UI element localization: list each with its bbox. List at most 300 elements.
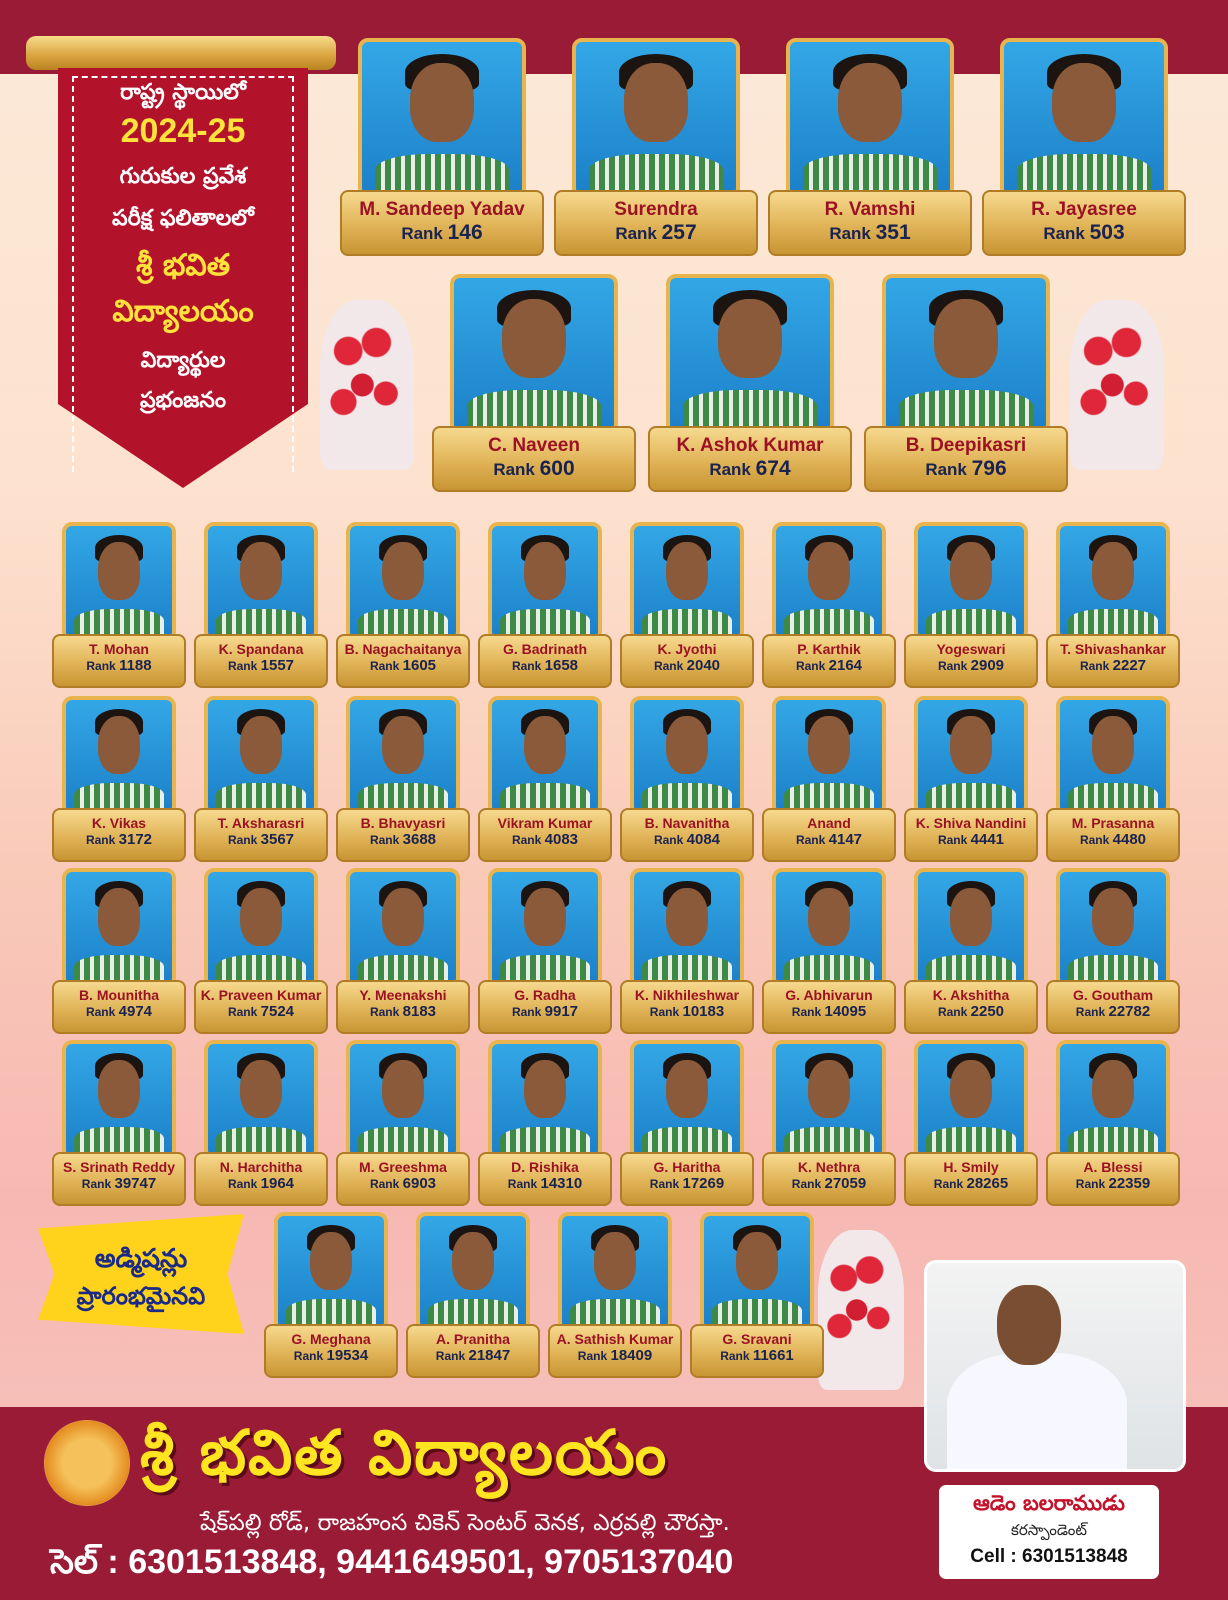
- rank-label: Rank: [1075, 1005, 1106, 1019]
- rank-value: 600: [539, 457, 575, 480]
- student-name: M. Sandeep Yadav: [359, 199, 525, 220]
- rank-label: Rank: [511, 659, 542, 673]
- name-plate: [336, 980, 470, 1034]
- portrait-shirt: [803, 154, 937, 194]
- rank-label: Rank: [925, 460, 967, 479]
- portrait-head: [240, 888, 282, 946]
- name-plate: [264, 1324, 398, 1378]
- portrait-head: [410, 63, 474, 142]
- portrait-head: [382, 1060, 424, 1118]
- name-plate: [478, 634, 612, 688]
- student-name: A. Sathish Kumar: [556, 1331, 674, 1347]
- name-plate: [620, 808, 754, 862]
- student-rank: [984, 221, 1184, 245]
- name-plate: [336, 1152, 470, 1206]
- student-name: K. Ashok Kumar: [676, 435, 824, 456]
- student-name: B. Deepikasri: [905, 435, 1027, 456]
- student-rank: [480, 657, 610, 674]
- rank-value: 257: [661, 221, 697, 244]
- rank-value: 28265: [966, 1175, 1009, 1192]
- student-name: Y. Meenakshi: [359, 987, 447, 1003]
- student-rank: [196, 1003, 326, 1020]
- rank-label: Rank: [649, 1177, 680, 1191]
- school-address: షేక్‌పల్లి రోడ్, రాజహంస చికెన్ సెంటర్ వెనక, ఎర్రవల్లి చౌరస్తా.: [200, 1510, 730, 1536]
- portrait-head: [240, 1060, 282, 1118]
- portrait-head: [502, 299, 566, 378]
- scroll-ornament: [26, 36, 336, 70]
- rank-label: Rank: [369, 659, 400, 673]
- student-name: R. Jayasree: [1031, 199, 1137, 220]
- student-name: H. Smily: [943, 1159, 999, 1175]
- rank-value: 27059: [824, 1175, 867, 1192]
- portrait-head: [594, 1232, 636, 1290]
- student-rank: [550, 1347, 680, 1364]
- name-plate: [340, 190, 544, 256]
- name-plate: [52, 808, 186, 862]
- rank-label: Rank: [1075, 1177, 1106, 1191]
- student-rank: [1048, 831, 1178, 848]
- student-photo: [346, 696, 460, 816]
- school-name: శ్రీ భవిత విద్యాలయం: [140, 1416, 669, 1489]
- rank-value: 14095: [824, 1003, 867, 1020]
- student-photo: [358, 38, 526, 198]
- portrait-head: [98, 716, 140, 774]
- student-rank: [480, 1003, 610, 1020]
- student-rank: [764, 1175, 894, 1192]
- student-photo: [204, 522, 318, 642]
- rank-label: Rank: [577, 1349, 608, 1363]
- rank-value: 19534: [326, 1347, 369, 1364]
- rank-value: 11661: [752, 1347, 794, 1364]
- portrait-head: [382, 716, 424, 774]
- rank-label: Rank: [791, 1177, 822, 1191]
- student-photo: [1000, 38, 1168, 198]
- rank-value: 4441: [970, 831, 1005, 848]
- student-name: B. Bhavyasri: [360, 815, 446, 831]
- student-rank: [866, 457, 1066, 481]
- student-name: A. Pranitha: [436, 1331, 510, 1347]
- rank-value: 4147: [828, 831, 863, 848]
- rank-value: 2164: [828, 657, 863, 674]
- student-name: N. Harchitha: [219, 1159, 303, 1175]
- student-photo: [772, 868, 886, 988]
- portrait-head: [1092, 888, 1134, 946]
- name-plate: [478, 808, 612, 862]
- portrait-head: [808, 542, 850, 600]
- portrait-shirt: [683, 390, 817, 430]
- student-name: C. Naveen: [488, 435, 580, 456]
- rank-value: 2227: [1112, 657, 1147, 674]
- portrait-head: [1092, 716, 1134, 774]
- student-rank: [434, 457, 634, 481]
- name-plate: [762, 808, 896, 862]
- student-rank: [338, 1003, 468, 1020]
- name-plate: [432, 426, 636, 492]
- rank-value: 503: [1089, 221, 1125, 244]
- student-rank: [338, 657, 468, 674]
- student-photo: [416, 1212, 530, 1332]
- student-rank: [906, 657, 1036, 674]
- rank-label: Rank: [227, 1005, 258, 1019]
- student-name: B. Nagachaitanya: [344, 641, 462, 657]
- student-photo: [1056, 522, 1170, 642]
- rank-label: Rank: [86, 659, 116, 673]
- rank-value: 10183: [682, 1003, 725, 1020]
- student-name: K. Nikhileshwar: [634, 987, 740, 1003]
- rank-label: Rank: [937, 833, 968, 847]
- student-name: Anand: [807, 815, 851, 831]
- student-name: T. Mohan: [89, 641, 149, 657]
- student-rank: [622, 1003, 752, 1020]
- portrait-head: [808, 1060, 850, 1118]
- student-photo: [62, 696, 176, 816]
- rank-value: 39747: [114, 1175, 157, 1192]
- correspondent-photo: [924, 1260, 1186, 1472]
- student-rank: [764, 831, 894, 848]
- student-name: A. Blessi: [1083, 1159, 1143, 1175]
- rank-label: Rank: [85, 1005, 116, 1019]
- rank-label: Rank: [653, 833, 684, 847]
- student-photo: [558, 1212, 672, 1332]
- student-name: Yogeswari: [936, 641, 1006, 657]
- rank-label: Rank: [401, 224, 443, 243]
- saraswati-logo: [44, 1420, 130, 1506]
- rank-value: 22359: [1108, 1175, 1151, 1192]
- portrait-head: [524, 716, 566, 774]
- correspondent-box: [936, 1482, 1162, 1582]
- name-plate: [1046, 808, 1180, 862]
- name-plate: [620, 634, 754, 688]
- portrait-head: [524, 888, 566, 946]
- portrait-shirt: [589, 154, 723, 194]
- student-name: B. Navanitha: [644, 815, 730, 831]
- student-name: S. Srinath Reddy: [62, 1159, 176, 1175]
- student-photo: [914, 868, 1028, 988]
- student-rank: [906, 831, 1036, 848]
- portrait-head: [524, 1060, 566, 1118]
- rank-label: Rank: [369, 1005, 400, 1019]
- rank-value: 3688: [402, 831, 437, 848]
- student-name: T. Aksharasri: [217, 815, 305, 831]
- student-photo: [630, 868, 744, 988]
- student-photo: [700, 1212, 814, 1332]
- rank-value: 3567: [260, 831, 295, 848]
- rank-label: Rank: [511, 1005, 542, 1019]
- student-rank: [480, 1175, 610, 1192]
- student-photo: [62, 868, 176, 988]
- student-photo: [488, 522, 602, 642]
- student-rank: [54, 1003, 184, 1020]
- name-plate: [904, 808, 1038, 862]
- bouquet-bottom: [818, 1230, 904, 1390]
- name-plate: [406, 1324, 540, 1378]
- rank-label: Rank: [81, 1177, 112, 1191]
- name-plate: [620, 1152, 754, 1206]
- rank-label: Rank: [227, 1177, 258, 1191]
- name-plate: [648, 426, 852, 492]
- portrait-head: [736, 1232, 778, 1290]
- rank-label: Rank: [1079, 659, 1110, 673]
- student-rank: [1048, 1175, 1178, 1192]
- bouquet-right: [1070, 300, 1164, 470]
- portrait-head: [666, 542, 708, 600]
- student-name: G. Meghana: [291, 1331, 371, 1347]
- correspondent-name: ఆడెం బలరాముడు: [973, 1491, 1125, 1515]
- student-name: G. Sravani: [722, 1331, 792, 1347]
- name-plate: [762, 634, 896, 688]
- rank-value: 4480: [1112, 831, 1147, 848]
- student-rank: [622, 831, 752, 848]
- banner-line-storm: ప్రభంజనం: [140, 388, 226, 413]
- name-plate: [478, 1152, 612, 1206]
- portrait-head: [382, 888, 424, 946]
- student-photo: [488, 868, 602, 988]
- student-rank: [650, 457, 850, 481]
- rank-label: Rank: [933, 1177, 964, 1191]
- student-photo: [914, 696, 1028, 816]
- rank-value: 2250: [970, 1003, 1005, 1020]
- rank-label: Rank: [85, 833, 116, 847]
- rank-value: 8183: [402, 1003, 437, 1020]
- name-plate: [336, 808, 470, 862]
- portrait-head: [666, 1060, 708, 1118]
- rank-value: 1557: [260, 657, 295, 674]
- name-plate: [194, 808, 328, 862]
- student-rank: [764, 657, 894, 674]
- student-rank: [480, 831, 610, 848]
- rank-value: 7524: [260, 1003, 295, 1020]
- student-rank: [622, 657, 752, 674]
- portrait-head: [950, 716, 992, 774]
- student-photo: [914, 522, 1028, 642]
- portrait-head: [950, 542, 992, 600]
- rank-value: 4084: [686, 831, 721, 848]
- student-photo: [666, 274, 834, 434]
- correspondent-figure-body: [947, 1353, 1127, 1472]
- name-plate: [52, 980, 186, 1034]
- student-photo: [346, 868, 460, 988]
- student-photo: [786, 38, 954, 198]
- name-plate: [904, 634, 1038, 688]
- rank-value: 6903: [402, 1175, 437, 1192]
- student-photo: [882, 274, 1050, 434]
- student-photo: [630, 696, 744, 816]
- portrait-head: [98, 888, 140, 946]
- student-rank: [342, 221, 542, 245]
- student-rank: [54, 1175, 184, 1192]
- rank-value: 1605: [402, 657, 437, 674]
- rank-label: Rank: [653, 659, 684, 673]
- rank-label: Rank: [937, 659, 968, 673]
- admissions-line-1: అడ్మిషన్లు: [94, 1244, 188, 1274]
- portrait-head: [524, 542, 566, 600]
- portrait-head: [808, 716, 850, 774]
- student-name: K. Akshitha: [932, 987, 1010, 1003]
- name-plate: [762, 980, 896, 1034]
- student-rank: [408, 1347, 538, 1364]
- rank-label: Rank: [795, 659, 826, 673]
- student-name: Vikram Kumar: [497, 815, 593, 831]
- rank-value: 9917: [544, 1003, 579, 1020]
- student-photo: [488, 696, 602, 816]
- rank-label: Rank: [493, 460, 535, 479]
- name-plate: [52, 634, 186, 688]
- student-photo: [1056, 696, 1170, 816]
- rank-label: Rank: [369, 1177, 400, 1191]
- student-rank: [692, 1347, 822, 1364]
- name-plate: [554, 190, 758, 256]
- rank-value: 17269: [682, 1175, 725, 1192]
- student-name: G. Goutham: [1072, 987, 1154, 1003]
- name-plate: [1046, 1152, 1180, 1206]
- name-plate: [52, 1152, 186, 1206]
- student-name: K. Spandana: [218, 641, 304, 657]
- portrait-head: [452, 1232, 494, 1290]
- student-photo: [630, 1040, 744, 1160]
- student-photo: [1056, 1040, 1170, 1160]
- student-name: D. Rishika: [511, 1159, 579, 1175]
- portrait-head: [808, 888, 850, 946]
- student-rank: [196, 1175, 326, 1192]
- student-photo: [204, 868, 318, 988]
- student-rank: [764, 1003, 894, 1020]
- rank-value: 18409: [610, 1347, 653, 1364]
- rank-label: Rank: [369, 833, 400, 847]
- student-rank: [906, 1175, 1036, 1192]
- student-photo: [450, 274, 618, 434]
- rank-value: 4083: [544, 831, 579, 848]
- student-rank: [1048, 657, 1178, 674]
- banner-line-results: పరీక్ష ఫలితాలలో: [112, 206, 254, 231]
- student-name: K. Jyothi: [657, 641, 717, 657]
- student-name: P. Karthik: [797, 641, 861, 657]
- rank-value: 22782: [1108, 1003, 1151, 1020]
- correspondent-role: కరస్పాండెంట్: [1011, 1521, 1087, 1539]
- portrait-head: [624, 63, 688, 142]
- banner-school-name-1: శ్రీ భవిత: [135, 248, 231, 283]
- student-photo: [204, 1040, 318, 1160]
- banner-year: 2024-25: [120, 112, 246, 150]
- portrait-head: [838, 63, 902, 142]
- student-photo: [346, 522, 460, 642]
- name-plate: [548, 1324, 682, 1378]
- name-plate: [904, 980, 1038, 1034]
- rank-label: Rank: [1079, 833, 1110, 847]
- student-rank: [196, 657, 326, 674]
- rank-label: Rank: [709, 460, 751, 479]
- student-rank: [556, 221, 756, 245]
- student-rank: [266, 1347, 396, 1364]
- name-plate: [1046, 634, 1180, 688]
- student-name: M. Prasanna: [1071, 815, 1155, 831]
- student-name: R. Vamshi: [824, 199, 916, 220]
- name-plate: [194, 634, 328, 688]
- name-plate: [194, 1152, 328, 1206]
- rank-label: Rank: [795, 833, 826, 847]
- portrait-head: [240, 716, 282, 774]
- banner-school-name-2: విద్యాలయం: [112, 294, 254, 329]
- student-name: G. Radha: [514, 987, 576, 1003]
- student-name: G. Abhivarun: [785, 987, 873, 1003]
- student-photo: [274, 1212, 388, 1332]
- rank-label: Rank: [511, 833, 542, 847]
- portrait-head: [950, 1060, 992, 1118]
- student-rank: [1048, 1003, 1178, 1020]
- student-photo: [1056, 868, 1170, 988]
- student-photo: [772, 522, 886, 642]
- student-photo: [772, 696, 886, 816]
- rank-label: Rank: [937, 1005, 968, 1019]
- student-photo: [62, 1040, 176, 1160]
- student-photo: [488, 1040, 602, 1160]
- name-plate: [762, 1152, 896, 1206]
- portrait-head: [934, 299, 998, 378]
- rank-label: Rank: [791, 1005, 822, 1019]
- student-photo: [572, 38, 740, 198]
- bouquet-left: [320, 300, 414, 470]
- portrait-head: [382, 542, 424, 600]
- portrait-head: [310, 1232, 352, 1290]
- portrait-head: [718, 299, 782, 378]
- rank-value: 1188: [119, 657, 152, 674]
- rank-label: Rank: [293, 1349, 324, 1363]
- rank-label: Rank: [227, 659, 258, 673]
- name-plate: [982, 190, 1186, 256]
- name-plate: [768, 190, 972, 256]
- student-photo: [62, 522, 176, 642]
- rank-label: Rank: [435, 1349, 466, 1363]
- student-name: G. Badrinath: [502, 641, 587, 657]
- name-plate: [478, 980, 612, 1034]
- phone-numbers: సెల్ : 6301513848, 9441649501, 9705137040: [50, 1543, 734, 1581]
- rank-value: 21847: [468, 1347, 511, 1364]
- student-photo: [772, 1040, 886, 1160]
- rank-label: Rank: [1043, 224, 1085, 243]
- rank-label: Rank: [507, 1177, 538, 1191]
- correspondent-cell: Cell : 6301513848: [970, 1546, 1128, 1567]
- rank-label: Rank: [649, 1005, 680, 1019]
- student-rank: [54, 657, 184, 674]
- admissions-line-2: ప్రారంభమైనవి: [76, 1282, 206, 1310]
- name-plate: [620, 980, 754, 1034]
- student-name: Surendra: [614, 199, 698, 220]
- student-rank: [770, 221, 970, 245]
- rank-value: 674: [755, 457, 791, 480]
- portrait-shirt: [375, 154, 509, 194]
- portrait-head: [98, 542, 140, 600]
- rank-value: 3172: [118, 831, 153, 848]
- rank-label: Rank: [615, 224, 657, 243]
- rank-value: 1658: [544, 657, 579, 674]
- student-name: K. Praveen Kumar: [200, 987, 322, 1003]
- student-name: M. Greeshma: [359, 1159, 447, 1175]
- student-name: B. Mounitha: [78, 987, 160, 1003]
- student-rank: [906, 1003, 1036, 1020]
- portrait-shirt: [1017, 154, 1151, 194]
- rank-value: 1964: [260, 1175, 295, 1192]
- portrait-head: [240, 542, 282, 600]
- student-rank: [338, 831, 468, 848]
- banner-line-state-level: రాష్ట్ర స్థాయిలో: [120, 80, 246, 105]
- student-photo: [204, 696, 318, 816]
- banner-line-students: విద్యార్థుల: [140, 348, 226, 373]
- rank-value: 351: [875, 221, 911, 244]
- student-rank: [338, 1175, 468, 1192]
- rank-label: Rank: [227, 833, 258, 847]
- student-name: G. Haritha: [653, 1159, 721, 1175]
- portrait-head: [1092, 1060, 1134, 1118]
- student-name: K. Nethra: [797, 1159, 861, 1175]
